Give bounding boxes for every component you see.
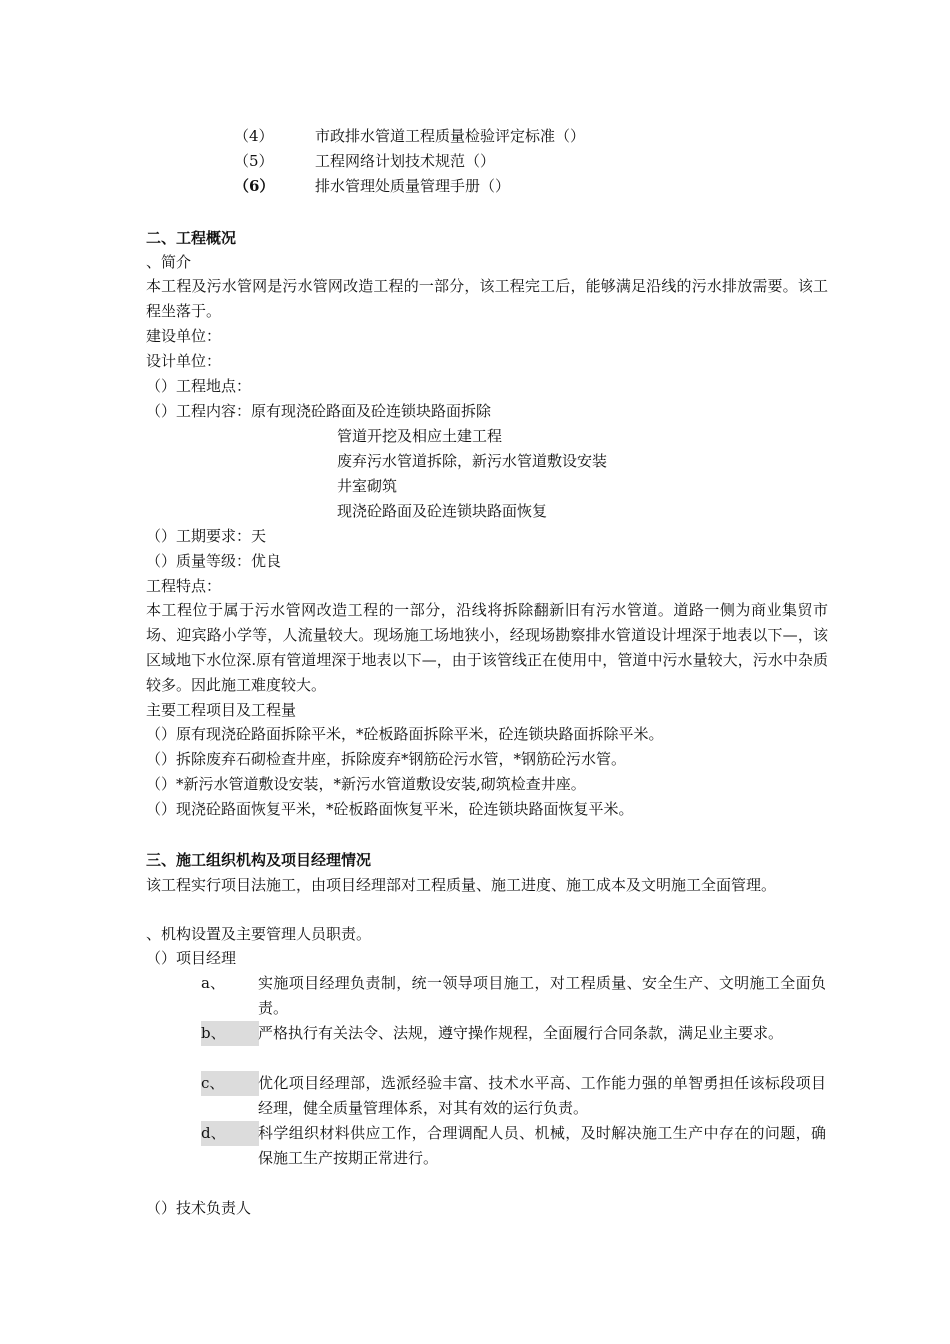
- section-heading: 二、工程概况: [146, 229, 237, 247]
- quality-label: （）质量等级：优良: [146, 552, 282, 570]
- duty-marker: b、: [201, 1021, 259, 1046]
- items-label: 主要工程项目及工程量: [146, 701, 297, 719]
- tech-lead-label: （）技术负责人: [146, 1199, 252, 1217]
- features-label: 工程特点：: [146, 577, 222, 595]
- content-item: 井室砌筑: [337, 477, 398, 495]
- location-label: （）工程地点：: [146, 377, 252, 395]
- reference-number: （5）: [234, 152, 274, 170]
- duty-text: 科学组织材料供应工作，合理调配人员、机械，及时解决施工生产中存在的问题，确保施工生产按期正常进行。: [258, 1124, 826, 1167]
- duty-marker: c、: [201, 1071, 259, 1096]
- content-item: 现浇砼路面及砼连锁块路面恢复: [337, 502, 548, 520]
- content-item: 废弃污水管道拆除，新污水管道敷设安装: [337, 452, 608, 470]
- duty-marker: d、: [201, 1121, 259, 1146]
- content-item: 管道开挖及相应土建工程: [337, 427, 503, 445]
- duration-label: （）工期要求：天: [146, 527, 267, 545]
- duty-text: 严格执行有关法令、法规，遵守操作规程，全面履行合同条款，满足业主要求。: [258, 1024, 784, 1042]
- pm-label: （）项目经理: [146, 949, 237, 967]
- intro-label: 、简介: [146, 253, 192, 271]
- designer-label: 设计单位：: [146, 352, 222, 370]
- work-item: （）拆除废弃石砌检查井座，拆除废弃*钢筋砼污水管，*钢筋砼污水管。: [146, 750, 627, 768]
- features-paragraph: 本工程位于属于污水管网改造工程的一部分，沿线将拆除翻新旧有污水管道。道路一侧为商业集贸市场、迎宾路小学等，人流量较大。现场施工场地狭小，经现场勘察排水管道设计埋深于地表以下—，该区域地下水位深.原有管道埋深于地表以下—，由于该管线正在使用中，管道中污水量较大，污水中杂质较多。因此施工难度较大。: [146, 601, 828, 694]
- duty-text: 优化项目经理部，选派经验丰富、技术水平高、工作能力强的单智勇担任该标段项目经理，健全质量管理体系，对其有效的运行负责。: [258, 1074, 826, 1117]
- duty-marker: a、: [201, 974, 225, 992]
- section-heading: 三、施工组织机构及项目经理情况: [146, 851, 372, 869]
- org-label: 、机构设置及主要管理人员职责。: [146, 925, 372, 943]
- reference-text: 市政排水管道工程质量检验评定标准（）: [315, 127, 586, 145]
- intro-paragraph: 本工程及污水管网是污水管网改造工程的一部分，该工程完工后，能够满足沿线的污水排放需要。该工程坐落于。: [146, 277, 828, 320]
- work-item: （）*新污水管道敷设安装，*新污水管道敷设安装,砌筑检查井座。: [146, 775, 586, 793]
- content-label: （）工程内容：原有现浇砼路面及砼连锁块路面拆除: [146, 402, 492, 420]
- reference-text: 排水管理处质量管理手册（）: [315, 177, 511, 195]
- duty-text: 实施项目经理负责制，统一领导项目施工，对工程质量、安全生产、文明施工全面负责。: [258, 974, 826, 1017]
- builder-label: 建设单位：: [146, 327, 222, 345]
- work-item: （）现浇砼路面恢复平米，*砼板路面恢复平米，砼连锁块路面恢复平米。: [146, 800, 634, 818]
- reference-number: （6）: [234, 177, 275, 195]
- reference-number: （4）: [234, 127, 274, 145]
- section3-intro: 该工程实行项目法施工，由项目经理部对工程质量、施工进度、施工成本及文明施工全面管理。: [146, 876, 777, 894]
- work-item: （）原有现浇砼路面拆除平米，*砼板路面拆除平米，砼连锁块路面拆除平米。: [146, 725, 664, 743]
- reference-text: 工程网络计划技术规范（）: [315, 152, 496, 170]
